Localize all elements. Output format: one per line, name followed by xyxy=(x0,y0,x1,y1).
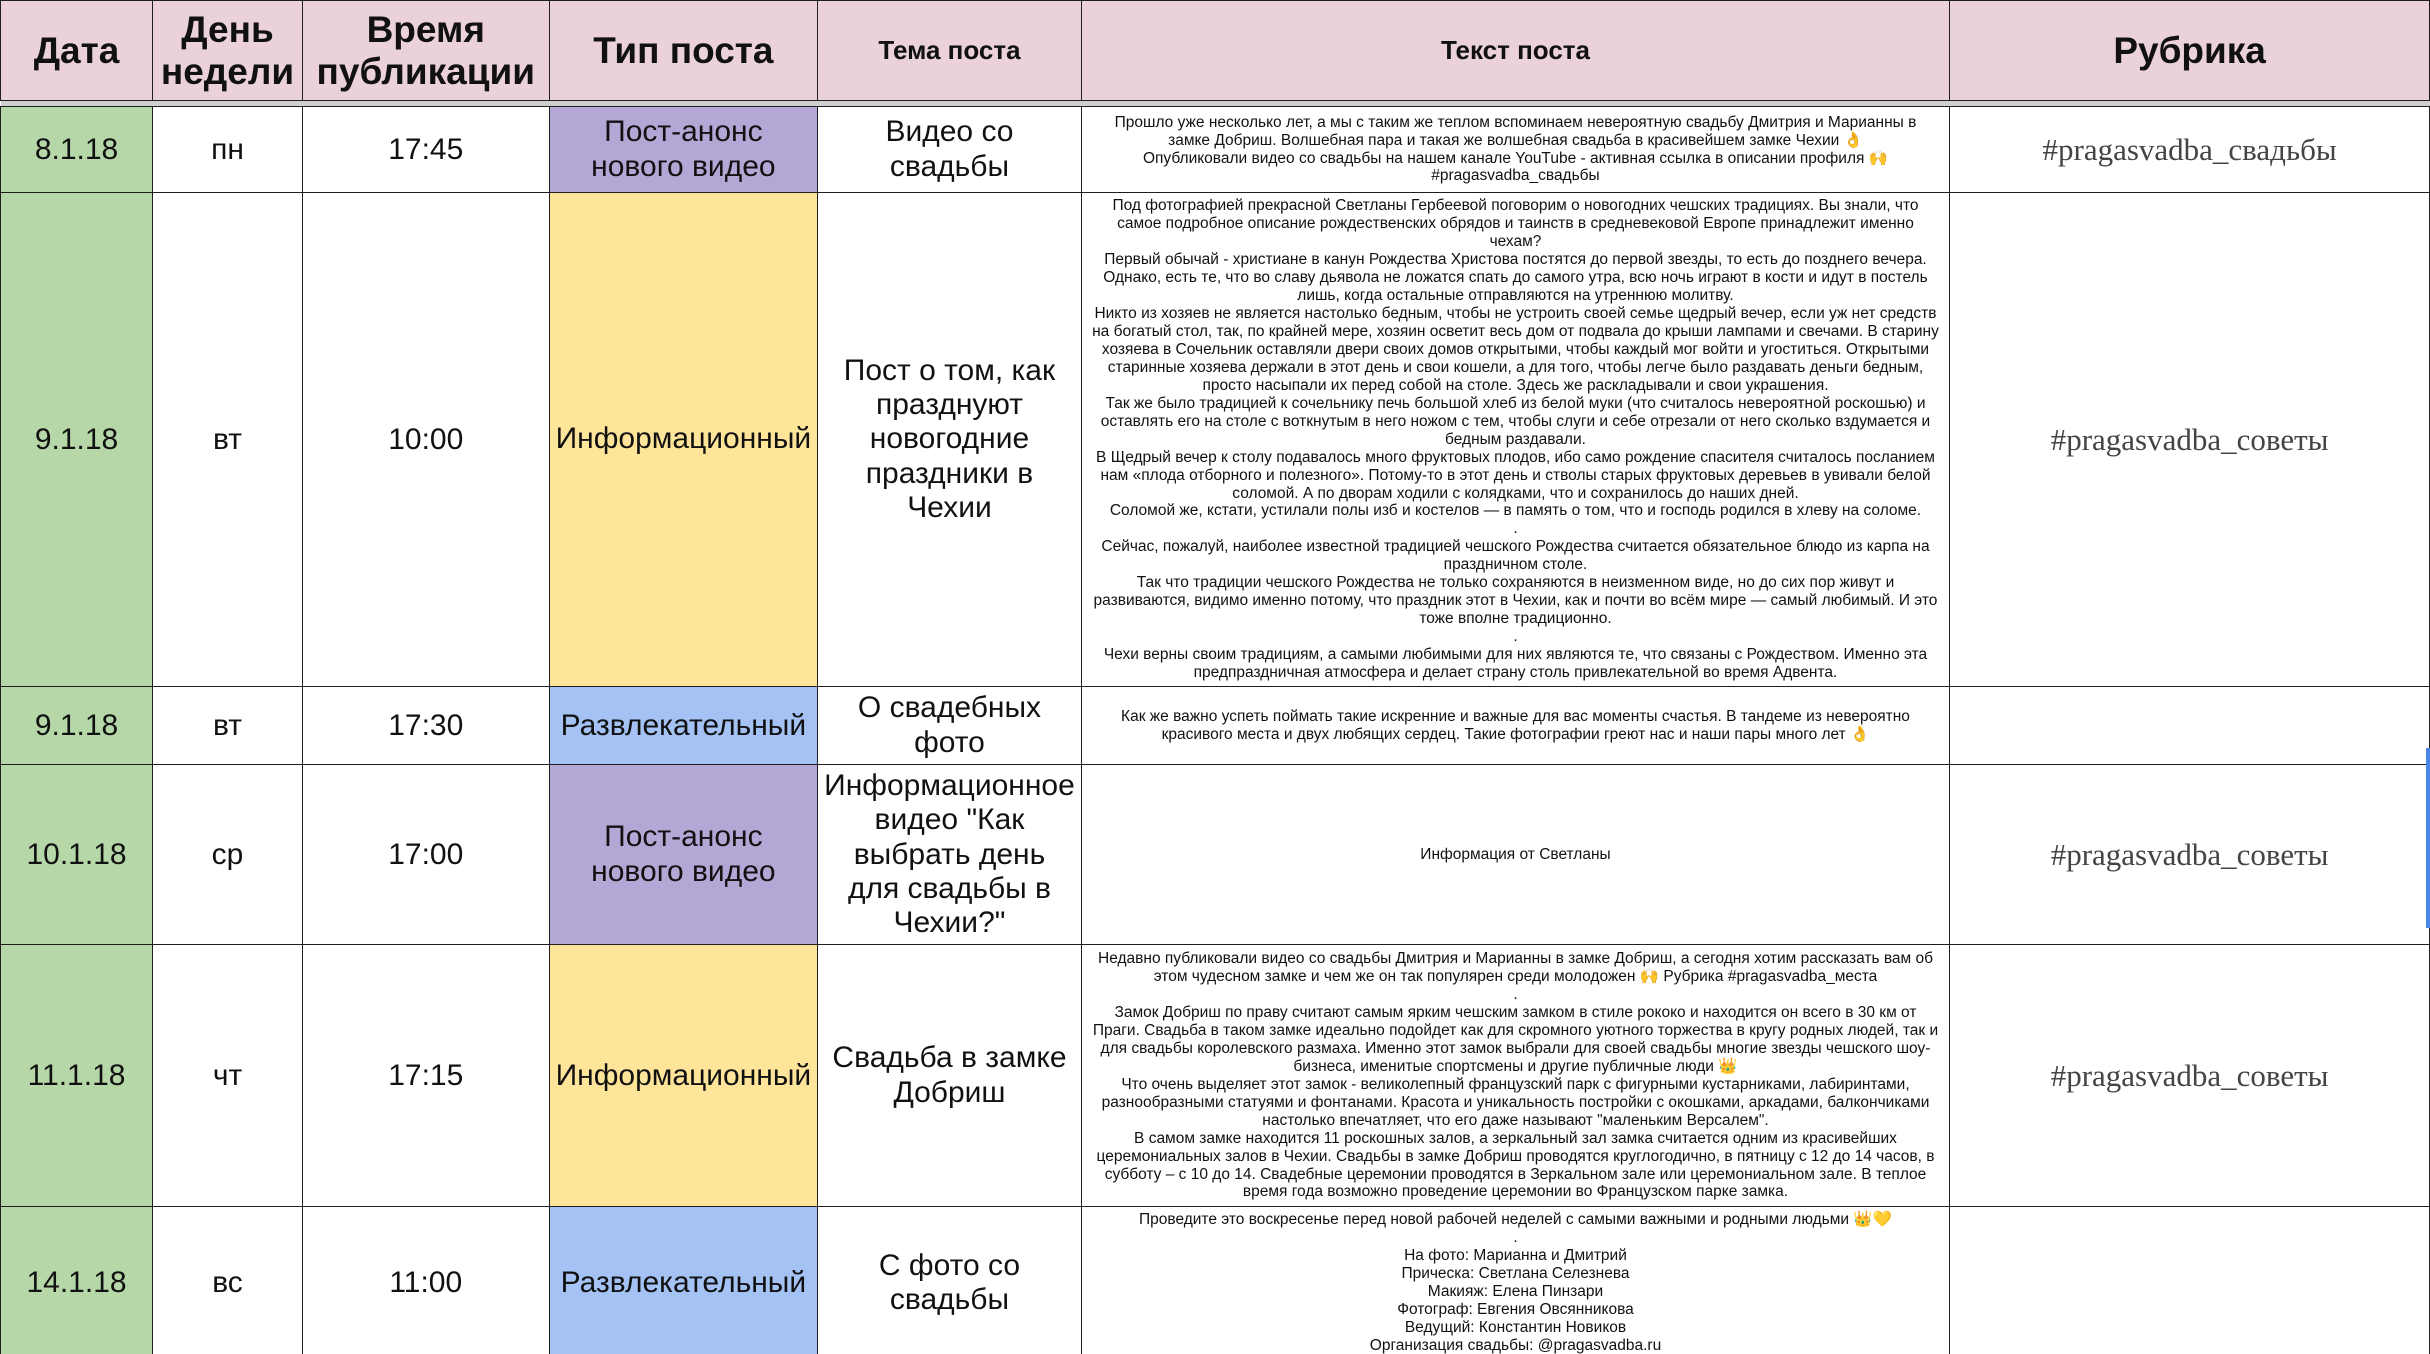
cell-rubric[interactable] xyxy=(1950,1207,2430,1354)
cell-time[interactable]: 17:30 xyxy=(302,687,549,765)
cell-date[interactable]: 8.1.18 xyxy=(1,107,153,193)
cell-type[interactable]: Информационный xyxy=(549,945,818,1207)
header-topic[interactable]: Тема поста xyxy=(818,1,1082,101)
cell-date[interactable]: 9.1.18 xyxy=(1,193,153,687)
cell-topic[interactable]: Видео со свадьбы xyxy=(818,107,1082,193)
cell-text[interactable]: Проведите это воскресенье перед новой рабочей неделей с самыми важными и родными людьми 👑💛 . На фото: Марианна и Дмитрий Прическа: Светлана Селезнева Макияж: Елена Пинзари Фотограф: Евгения Овсянникова Ведущий: Константин Новиков Организация свадьбы: @pragasvadba.ru xyxy=(1081,1207,1949,1354)
header-rubric[interactable]: Рубрика xyxy=(1950,1,2430,101)
cell-topic[interactable]: Пост о том, как празднуют новогодние праздники в Чехии xyxy=(818,193,1082,687)
cell-time[interactable]: 10:00 xyxy=(302,193,549,687)
cell-type[interactable]: Развлекательный xyxy=(549,687,818,765)
cell-day[interactable]: ср xyxy=(153,765,303,945)
cell-topic[interactable]: Свадьба в замке Добриш xyxy=(818,945,1082,1207)
table-row xyxy=(1,193,2430,687)
cell-time[interactable]: 17:45 xyxy=(302,107,549,193)
header-row xyxy=(1,1,2430,101)
cell-rubric[interactable]: #pragasvadba_советы xyxy=(1950,945,2430,1207)
table-row xyxy=(1,107,2430,193)
cell-rubric[interactable]: #pragasvadba_советы xyxy=(1950,193,2430,687)
cell-time[interactable]: 17:00 xyxy=(302,765,549,945)
header-text[interactable]: Текст поста xyxy=(1081,1,1949,101)
cell-type[interactable]: Информационный xyxy=(549,193,818,687)
cell-text[interactable]: Как же важно успеть поймать такие искренние и важные для вас моменты счастья. В тандеме из невероятно красивого места и двух любящих сердец. Такие фотографии греют нас и наши пары много лет 👌 xyxy=(1081,687,1949,765)
cell-date[interactable]: 10.1.18 xyxy=(1,765,153,945)
cell-date[interactable]: 14.1.18 xyxy=(1,1207,153,1354)
cell-time[interactable]: 11:00 xyxy=(302,1207,549,1354)
selection-edge xyxy=(2426,748,2430,928)
cell-day[interactable]: вс xyxy=(153,1207,303,1354)
cell-day[interactable]: вт xyxy=(153,193,303,687)
header-day[interactable]: День недели xyxy=(153,1,303,101)
header-date[interactable]: Дата xyxy=(1,1,153,101)
cell-rubric[interactable] xyxy=(1950,687,2430,765)
cell-day[interactable]: чт xyxy=(153,945,303,1207)
cell-type[interactable]: Пост-анонс нового видео xyxy=(549,765,818,945)
table-row xyxy=(1,1207,2430,1354)
table-row xyxy=(1,687,2430,765)
header-type[interactable]: Тип поста xyxy=(549,1,818,101)
cell-text[interactable]: Информация от Светланы xyxy=(1081,765,1949,945)
cell-text[interactable]: Под фотографией прекрасной Светланы Гербеевой поговорим о новогодних чешских традициях. Вы знали, что самое подробное описание рождественских обрядов и таинств в средневековой Европе принадлежит именно чехам? Первый обычай - христиане в канун Рождества Христова постятся до первой звезды, то есть до позднего вечера. Однако, есть те, что во славу дьявола не ложатся спать до самого утра, всю ночь играют в кости и идут в постель лишь, когда остальные отправляются на утреннюю молитву. Никто из хозяев не является настолько бедным, чтобы не устроить своей семье щедрый вечер, если уж нет средств на богатый стол, так, по крайней мере, хозяин осветит весь дом от подвала до крыши лампами и свечами. В старину хозяева в Сочельник оставляли двери своих домов открытыми, чтобы каждый мог войти и угоститься. Открытыми старинные хозяева держали в этот день и свои кошели, а для того, чтобы легче было раздавать деньги бедным, просто насыпали их перед собой на столе. Здесь же раскладывали и свои украшения. Так же было традицией к сочельнику печь большой хлеб из белой муки (что считалось невероятной роскошью) и оставлять его на столе с воткнутым в него ножом с тем, чтобы слуги и себе отрезали от него сколько вздумается и бедным раздавали. В Щедрый вечер к столу подавалось много фруктовых плодов, ибо само рождение спасителя считалось посланием нам «плода отборного и полезного». Потому-то в этот день и стволы старых фруктовых деревьев в увивали белой соломой. А по дворам ходили с колядками, что и сохранилось до наших дней. Соломой же, кстати, устилали полы изб и костелов — в память о том, что и господь родился в хлеву на соломе. . Сейчас, пожалуй, наиболее известной традицией чешского Рождества считается обязательное блюдо из карпа на праздничном столе. Так что традиции чешского Рождества не только сохраняются в неизменном виде, но до сих пор живут и развиваются, видимо именно потому, что праздник этот в Чехии, как и почти во всём мире — самый любимый. И это тоже вполне традиционно. . Чехи верны своим традициям, а самыми любимыми для них являются те, что связаны с Рождеством. Именно эта предпраздничная атмосфера и делает страну столь привлекательной во время Адвента. xyxy=(1081,193,1949,687)
cell-text[interactable]: Прошло уже несколько лет, а мы с таким же теплом вспоминаем невероятную свадьбу Дмитрия и Марианны в замке Добриш. Волшебная пара и такая же волшебная свадьба в красивейшем замке Чехии 👌 Опубликовали видео со свадьбы на нашем канале YouTube - активная ссылка в описании профиля 🙌 #pragasvadba_свадьбы xyxy=(1081,107,1949,193)
cell-topic[interactable]: С фото со свадьбы xyxy=(818,1207,1082,1354)
cell-date[interactable]: 9.1.18 xyxy=(1,687,153,765)
cell-day[interactable]: вт xyxy=(153,687,303,765)
cell-day[interactable]: пн xyxy=(153,107,303,193)
cell-time[interactable]: 17:15 xyxy=(302,945,549,1207)
cell-rubric[interactable]: #pragasvadba_свадьбы xyxy=(1950,107,2430,193)
cell-type[interactable]: Пост-анонс нового видео xyxy=(549,107,818,193)
cell-rubric[interactable]: #pragasvadba_советы xyxy=(1950,765,2430,945)
cell-date[interactable]: 11.1.18 xyxy=(1,945,153,1207)
cell-text[interactable]: Недавно публиковали видео со свадьбы Дмитрия и Марианны в замке Добриш, а сегодня хотим рассказать вам об этом чудесном замке и чем же он так популярен среди молодожен 🙌 Рубрика #pragasvadba_места . Замок Добриш по праву считают самым ярким чешским замком в стиле рококо и находится он всего в 30 км от Праги. Свадьба в таком замке идеально подойдет как для скромного уютного торжества в кругу родных людей, так и для свадьбы королевского размаха. Именно этот замок выбрали для своей свадьбы многие звезды чешского шоу-бизнеса, именитые спортсмены и другие публичные люди 👑 Что очень выделяет этот замок - великолепный французский парк с фигурными кустарниками, лабиринтами, разнообразными статуями и фонтанами. Красота и уникальность постройки с окошками, аркадами, балкончиками настолько впечатляет, что его даже называют "маленьким Версалем". В самом замке находится 11 роскошных залов, а зеркальный зал замка считается одним из красивейших церемониальных залов в Чехии. Свадьбы в замке Добриш проводятся круглогодично, в пятницу с 12 до 14 часов, в субботу – с 10 до 14. Свадебные церемонии проводятся в Зеркальном зале или церемониальном зале. В теплое время года возможно проведение церемонии во Французском парке замка. xyxy=(1081,945,1949,1207)
cell-topic[interactable]: Информационное видео "Как выбрать день для свадьбы в Чехии?" xyxy=(818,765,1082,945)
cell-topic[interactable]: О свадебных фото xyxy=(818,687,1082,765)
table-row xyxy=(1,945,2430,1207)
table-row xyxy=(1,765,2430,945)
cell-type[interactable]: Развлекательный xyxy=(549,1207,818,1354)
header-time[interactable]: Время публикации xyxy=(302,1,549,101)
